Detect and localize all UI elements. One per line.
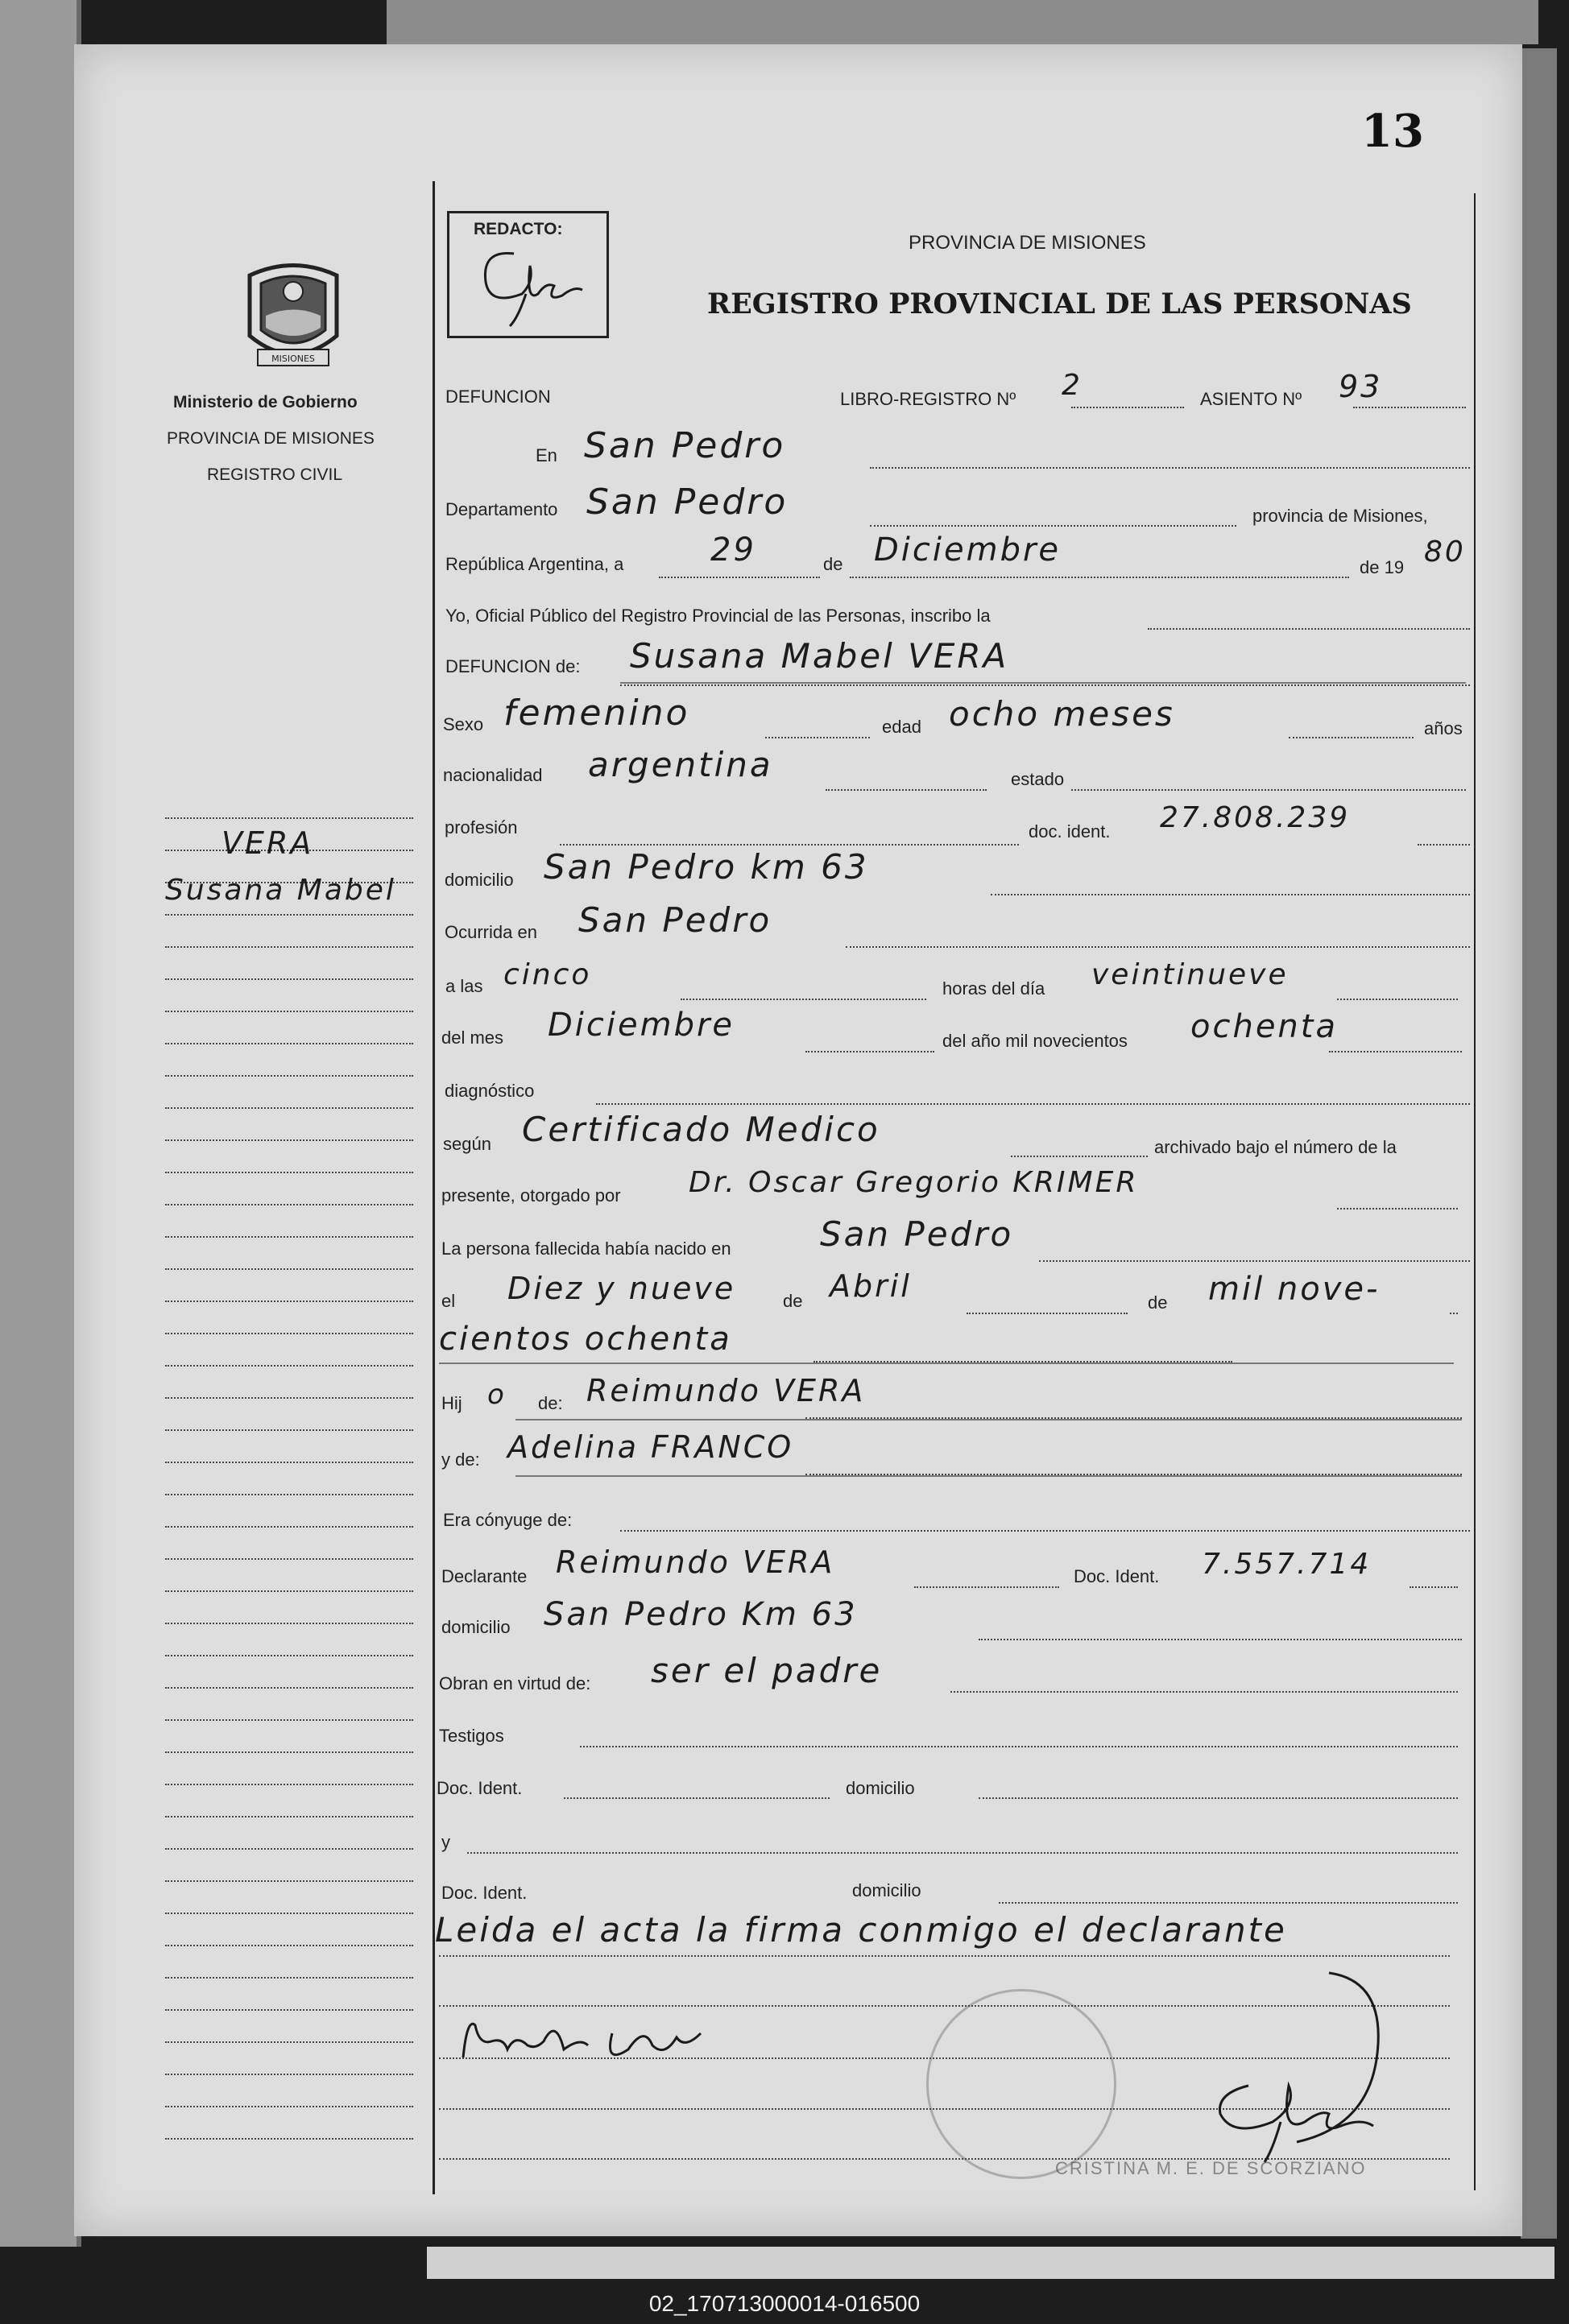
horas-label: horas del día bbox=[942, 978, 1045, 999]
form-rule bbox=[979, 1797, 1458, 1799]
form-rule bbox=[1353, 407, 1466, 408]
form-rule bbox=[467, 1852, 1458, 1854]
declarante-label: Declarante bbox=[441, 1566, 528, 1586]
bottom-page-edge bbox=[427, 2247, 1555, 2279]
sidebar-rule bbox=[165, 1751, 413, 1753]
form-rule bbox=[564, 1797, 830, 1799]
form-rule bbox=[620, 684, 1470, 686]
el-label: el bbox=[441, 1291, 456, 1311]
sidebar-rule bbox=[165, 1333, 413, 1334]
sidebar-rule bbox=[165, 1687, 413, 1689]
sidebar-rule bbox=[165, 946, 413, 948]
y-label: y bbox=[441, 1832, 450, 1852]
year-value: 80 bbox=[1424, 536, 1466, 569]
sidebar-rule bbox=[165, 1719, 413, 1721]
solid-rule bbox=[515, 1419, 1462, 1420]
hij-label: Hij bbox=[441, 1393, 462, 1413]
form-rule bbox=[1071, 407, 1184, 408]
nacido-label: La persona fallecida había nacido en bbox=[441, 1239, 731, 1259]
departamento-value: San Pedro bbox=[586, 482, 789, 523]
sidebar-rule bbox=[165, 1075, 413, 1077]
book-spine bbox=[0, 0, 81, 2247]
testigo2-doc-label: Doc. Ident. bbox=[441, 1883, 528, 1903]
declarante-domicilio-value: San Pedro Km 63 bbox=[544, 1596, 858, 1633]
en-value: San Pedro bbox=[584, 425, 786, 466]
image-caption: 02_170713000014-016500 bbox=[648, 2291, 921, 2316]
sidebar-rule bbox=[165, 1236, 413, 1238]
sidebar-province: PROVINCIA DE MISIONES bbox=[167, 429, 375, 448]
defuncion-de-label: DEFUNCION de: bbox=[445, 656, 581, 676]
el-value: Diez y nueve bbox=[507, 1271, 736, 1306]
testigos-label: Testigos bbox=[439, 1726, 504, 1746]
testigo2-domicilio-label: domicilio bbox=[852, 1880, 921, 1900]
form-rule bbox=[1039, 1260, 1470, 1262]
sidebar-rule bbox=[165, 1301, 413, 1302]
sidebar-rule bbox=[165, 1365, 413, 1367]
sidebar-rule bbox=[165, 1848, 413, 1850]
estado-label: estado bbox=[1011, 769, 1065, 789]
doc-ident-value: 27.808.239 bbox=[1160, 801, 1351, 834]
sidebar-rule bbox=[165, 2138, 413, 2140]
form-rule bbox=[1337, 999, 1458, 1000]
sidebar-rule bbox=[165, 1139, 413, 1141]
year-prefix: de 19 bbox=[1360, 557, 1405, 577]
sexo-value: femenino bbox=[503, 693, 690, 734]
ministry-label: Ministerio de Gobierno bbox=[173, 393, 358, 411]
sidebar-rule bbox=[165, 1784, 413, 1785]
solid-rule bbox=[620, 682, 1466, 684]
anio-value: ochenta bbox=[1190, 1008, 1338, 1045]
anio-label: del año mil novecientos bbox=[942, 1031, 1128, 1051]
form-rule bbox=[1450, 1313, 1458, 1314]
sidebar-rule bbox=[165, 1204, 413, 1205]
segun-label: según bbox=[443, 1134, 491, 1154]
sidebar-rule bbox=[165, 1462, 413, 1463]
form-rule bbox=[439, 1955, 1450, 1957]
archivado-label: archivado bajo el número de la bbox=[1154, 1137, 1397, 1157]
form-rule bbox=[846, 946, 1470, 948]
sidebar-rule bbox=[165, 914, 413, 916]
sidebar-rule bbox=[165, 1172, 413, 1173]
obran-label: Obran en virtud de: bbox=[439, 1673, 591, 1693]
sidebar-rule bbox=[165, 1397, 413, 1399]
a-las-label: a las bbox=[445, 976, 483, 996]
redacto-signature bbox=[466, 238, 594, 330]
declarante-domicilio-label: domicilio bbox=[441, 1617, 511, 1637]
profesion-label: profesión bbox=[445, 817, 518, 837]
form-rule bbox=[1289, 737, 1414, 738]
anos-label: años bbox=[1424, 718, 1463, 738]
sidebar-rule bbox=[165, 1494, 413, 1495]
y-de-label: y de: bbox=[441, 1449, 480, 1470]
form-rule bbox=[870, 467, 1470, 469]
form-rule bbox=[765, 737, 870, 738]
form-rule bbox=[991, 894, 1470, 895]
declarante-value: Reimundo VERA bbox=[556, 1545, 835, 1580]
nac-de-label-2: de bbox=[1148, 1292, 1168, 1313]
doc-ident-label: doc. ident. bbox=[1029, 821, 1111, 842]
sidebar-rule bbox=[165, 978, 413, 980]
closing-text: Leida el acta la firma conmigo el declarante bbox=[435, 1910, 1287, 1950]
asiento-value: 93 bbox=[1339, 369, 1383, 404]
form-rule bbox=[967, 1313, 1128, 1314]
sidebar-rule bbox=[165, 1880, 413, 1882]
sidebar-rule bbox=[165, 1107, 413, 1109]
official-stamp bbox=[926, 1989, 1116, 2179]
sidebar-rule bbox=[165, 1558, 413, 1560]
record-type-label: DEFUNCION bbox=[445, 387, 551, 407]
declarant-signature bbox=[459, 2001, 733, 2074]
form-rule bbox=[620, 1530, 1470, 1532]
sidebar-rule bbox=[165, 1623, 413, 1624]
form-rule bbox=[1410, 1586, 1458, 1588]
hij-suffix-value: o bbox=[487, 1379, 507, 1411]
nac-anio-value-2: cientos ochenta bbox=[439, 1321, 732, 1358]
right-margin-rule bbox=[1474, 193, 1476, 2190]
departamento-label: Departamento bbox=[445, 499, 558, 519]
sidebar-rule bbox=[165, 1526, 413, 1528]
nacionalidad-label: nacionalidad bbox=[443, 765, 543, 785]
presente-label: presente, otorgado por bbox=[441, 1185, 621, 1205]
form-rule bbox=[1011, 1156, 1148, 1157]
sidebar-rule bbox=[165, 2074, 413, 2075]
sidebar-rule bbox=[165, 1977, 413, 1979]
declarante-doc-value: 7.557.714 bbox=[1202, 1548, 1372, 1581]
presente-value: Dr. Oscar Gregorio KRIMER bbox=[689, 1166, 1139, 1199]
del-mes-label: del mes bbox=[441, 1028, 504, 1048]
hij-de-label: de: bbox=[538, 1393, 563, 1413]
form-rule bbox=[870, 525, 1236, 527]
form-rule bbox=[659, 577, 820, 578]
right-page-edge bbox=[1521, 48, 1557, 2239]
form-rule bbox=[1329, 1051, 1462, 1052]
padre-value: Reimundo VERA bbox=[586, 1373, 866, 1408]
sidebar-rule bbox=[165, 1945, 413, 1946]
madre-value: Adelina FRANCO bbox=[507, 1429, 794, 1465]
form-rule bbox=[1071, 789, 1466, 791]
form-rule bbox=[950, 1691, 1458, 1693]
ocurrida-value: San Pedro bbox=[578, 900, 772, 940]
mes-value: Diciembre bbox=[548, 1007, 735, 1044]
testigo-domicilio-label: domicilio bbox=[846, 1778, 915, 1798]
sidebar-rule bbox=[165, 2041, 413, 2043]
edad-label: edad bbox=[882, 717, 921, 737]
form-rule bbox=[580, 1746, 1458, 1747]
form-rule bbox=[1337, 1208, 1458, 1210]
libro-value: 2 bbox=[1062, 369, 1083, 402]
testigo-doc-label: Doc. Ident. bbox=[437, 1778, 523, 1798]
sidebar-rule bbox=[165, 2106, 413, 2107]
ocurrida-label: Ocurrida en bbox=[445, 922, 537, 942]
dia-value: veintinueve bbox=[1091, 958, 1289, 991]
edad-value: ocho meses bbox=[949, 694, 1175, 734]
left-margin-rule bbox=[433, 181, 435, 2194]
page-number: 13 bbox=[1361, 105, 1424, 158]
a-las-value: cinco bbox=[503, 958, 592, 991]
header-title: REGISTRO PROVINCIAL DE LAS PERSONAS bbox=[707, 287, 1412, 320]
diagnostico-label: diagnóstico bbox=[445, 1081, 535, 1101]
republica-label: República Argentina, a bbox=[445, 554, 624, 574]
coat-of-arms-icon bbox=[242, 259, 345, 372]
sidebar-rule bbox=[165, 817, 413, 819]
form-rule bbox=[805, 1051, 934, 1052]
form-rule bbox=[850, 577, 1349, 578]
form-rule bbox=[826, 789, 987, 791]
form-rule bbox=[1418, 844, 1470, 846]
nac-anio-value-1: mil nove- bbox=[1208, 1271, 1381, 1308]
domicilio-label: domicilio bbox=[445, 870, 514, 890]
nacido-value: San Pedro bbox=[820, 1214, 1014, 1254]
form-rule bbox=[1148, 628, 1470, 630]
official-signature bbox=[1200, 1965, 1410, 2166]
form-rule bbox=[999, 1902, 1458, 1904]
declarante-doc-label: Doc. Ident. bbox=[1074, 1566, 1160, 1586]
sidebar-given-names: Susana Mabel bbox=[165, 874, 396, 907]
obran-value: ser el padre bbox=[651, 1651, 883, 1690]
month-value: Diciembre bbox=[874, 531, 1062, 569]
nac-mes-value: Abril bbox=[830, 1268, 912, 1304]
provincia-suffix: provincia de Misiones, bbox=[1252, 506, 1428, 526]
header-province: PROVINCIA DE MISIONES bbox=[909, 232, 1146, 254]
oficial-text: Yo, Oficial Público del Registro Provincial de las Personas, inscribo la bbox=[445, 606, 991, 626]
sidebar-rule bbox=[165, 1043, 413, 1044]
conyuge-label: Era cónyuge de: bbox=[443, 1510, 573, 1530]
redacto-label: REDACTO: bbox=[474, 220, 563, 238]
sidebar-registry: REGISTRO CIVIL bbox=[207, 465, 343, 484]
defuncion-de-value: Susana Mabel VERA bbox=[630, 636, 1009, 676]
sidebar-rule bbox=[165, 1913, 413, 1914]
asiento-label: ASIENTO Nº bbox=[1200, 389, 1302, 409]
top-strip bbox=[387, 0, 1538, 44]
nac-de-label: de bbox=[783, 1291, 803, 1311]
sexo-label: Sexo bbox=[443, 714, 484, 734]
libro-label: LIBRO-REGISTRO Nº bbox=[840, 389, 1016, 409]
segun-value: Certificado Medico bbox=[522, 1110, 880, 1149]
sidebar-rule bbox=[165, 1268, 413, 1270]
form-rule bbox=[914, 1586, 1059, 1588]
form-rule bbox=[681, 999, 926, 1000]
sidebar-rule bbox=[165, 1429, 413, 1431]
sidebar-surname: VERA bbox=[221, 825, 314, 861]
form-rule bbox=[979, 1639, 1462, 1640]
svg-text:MISIONES: MISIONES bbox=[271, 354, 315, 364]
solid-rule bbox=[439, 1363, 1454, 1364]
stamp-text: CRISTINA M. E. DE SCORZIANO bbox=[1055, 2158, 1367, 2178]
day-value: 29 bbox=[710, 531, 756, 569]
solid-rule bbox=[515, 1475, 1462, 1477]
sidebar-rule bbox=[165, 2009, 413, 2011]
date-de-label: de bbox=[823, 554, 843, 574]
nacionalidad-value: argentina bbox=[588, 745, 773, 784]
sidebar-rule bbox=[165, 1590, 413, 1592]
redacto-box bbox=[447, 211, 609, 338]
form-rule bbox=[596, 1103, 1470, 1105]
sidebar-rule bbox=[165, 1816, 413, 1817]
domicilio-value: San Pedro km 63 bbox=[544, 847, 869, 887]
sidebar-rule bbox=[165, 1011, 413, 1012]
form-rule bbox=[560, 844, 1019, 846]
sidebar-rule bbox=[165, 1655, 413, 1656]
en-label: En bbox=[536, 445, 557, 465]
